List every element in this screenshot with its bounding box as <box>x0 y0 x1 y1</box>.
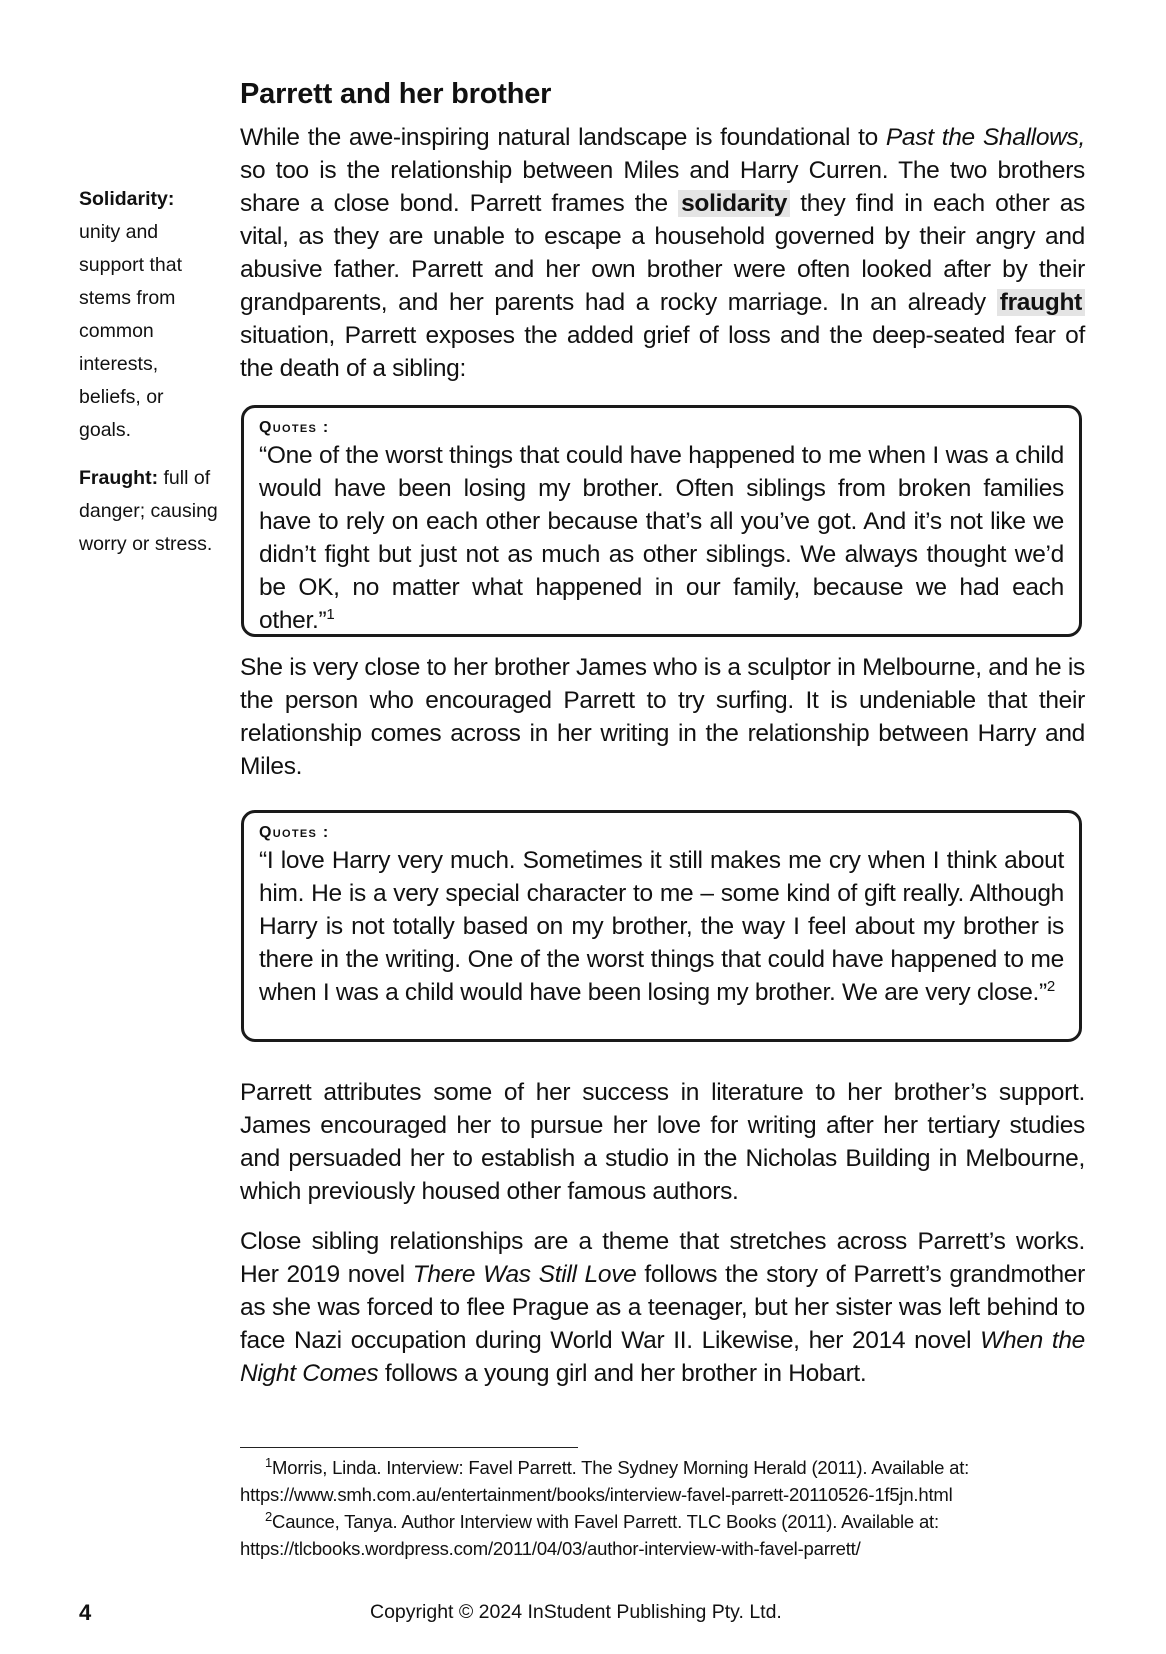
footnote-divider <box>240 1447 578 1448</box>
glossary-definition: unity and support that stems from common interests, beliefs, or goals. <box>79 221 182 441</box>
footnote-url[interactable]: https://tlcbooks.wordpress.com/2011/04/03/author-interview-with-favel-parrett/ <box>240 1538 861 1559</box>
quote-box-1 <box>241 405 1082 637</box>
body-paragraph-4: Close sibling relationships are a theme that stretches across Parrett’s works. Her 2019 novel There Was Still Love follows the story of Parrett’s grandmother as she was forced to flee Prague as a teenager, but her sister was left behind to face Nazi occupation during World War II. Likewise, her 2014 novel When the Night Comes follows a young girl and her brother in Hobart. <box>240 1228 1085 1387</box>
quote-text: “One of the worst things that could have happened to me when I was a child would have been losing my brother. Often siblings from broken families have to rely on each other because that’s all you’ve got. And it’s not like we didn’t fight but just not as much as other siblings. We always thought we’d be OK, no matter what happened in our family, because we had each other.”$^1$ <box>259 442 1064 634</box>
page-number: 4 <box>79 1600 92 1625</box>
highlighted-term: solidarity <box>678 190 790 217</box>
body-paragraph-2: She is very close to her brother James who is a sculptor in Melbourne, and he is the person who encouraged Parrett to try surfing. It is undeniable that their relationship comes across in her writing in the relationship between Harry and Miles. <box>240 654 1085 780</box>
glossary-definition: full of danger; causing worry or stress. <box>79 467 218 555</box>
footnote-ref[interactable]: 1 <box>326 606 335 623</box>
glossary-term: Fraught: <box>79 467 159 489</box>
body-paragraph-3: Parrett attributes some of her success in literature to her brother’s support. James encouraged her to pursue her love for writing after her tertiary studies and persuaded her to establish a studio in the Nicholas Building in Melbourne, which previously housed other famous authors. <box>240 1079 1085 1205</box>
highlighted-term: fraught <box>997 289 1085 316</box>
body-paragraph-1: While the awe-inspiring natural landscape is foundational to Past the Shallows, so too is the relationship between Miles and Harry Curren. The two brothers share a close bond. Parrett frames the solidarity they find in each other as vital, as they are unable to escape a household governed by their angry and abusive father. Parrett and her own brother were often looked after by their grandparents, and her parents had a rocky marriage. In an already fraught situation, Parrett exposes the added grief of loss and the deep-seated fear of the death of a sibling: <box>240 124 1086 382</box>
footnote-url[interactable]: https://www.smh.com.au/entertainment/books/interview-favel-parrett-20110526-1f5jn.html <box>240 1484 953 1505</box>
glossary-fraught <box>79 462 219 561</box>
copyright-notice: Copyright © 2024 InStudent Publishing Pty. Ltd. <box>370 1601 782 1623</box>
book-title: There Was Still Love <box>412 1261 637 1288</box>
book-title: When the Night Comes <box>240 1327 1085 1387</box>
footnote-ref[interactable]: 2 <box>1046 978 1055 995</box>
section-heading: Parrett and her brother <box>240 78 552 110</box>
glossary-term: Solidarity: <box>79 188 175 210</box>
quote-label: Quotes : <box>259 824 330 841</box>
book-title: Past the Shallows, <box>885 124 1085 151</box>
quote-text: “I love Harry very much. Sometimes it still makes me cry when I think about him. He is a very special character to me – some kind of gift really. Although Harry is not totally based on my brother, the way I feel about my brother is there in the writing. One of the worst things that could have happened to me when I was a child would have been losing my brother. We are very close.”$^2$ <box>259 847 1064 1006</box>
quote-box-2 <box>241 810 1082 1042</box>
footnote-2: $^2$Caunce, Tanya. Author Interview with Favel Parrett. TLC Books (2011). Available at: https://tlcbooks.wordpress.com/2011/04/03/author-interview-with-favel-parrett/ <box>240 1509 939 1559</box>
quote-label: Quotes : <box>259 419 330 436</box>
footnote-1: $^1$Morris, Linda. Interview: Favel Parrett. The Sydney Morning Herald (2011). Available at: https://www.smh.com.au/entertainment/books/interview-favel-parrett-20110526-1f5jn.html <box>240 1455 970 1505</box>
glossary-solidarity <box>79 183 219 447</box>
